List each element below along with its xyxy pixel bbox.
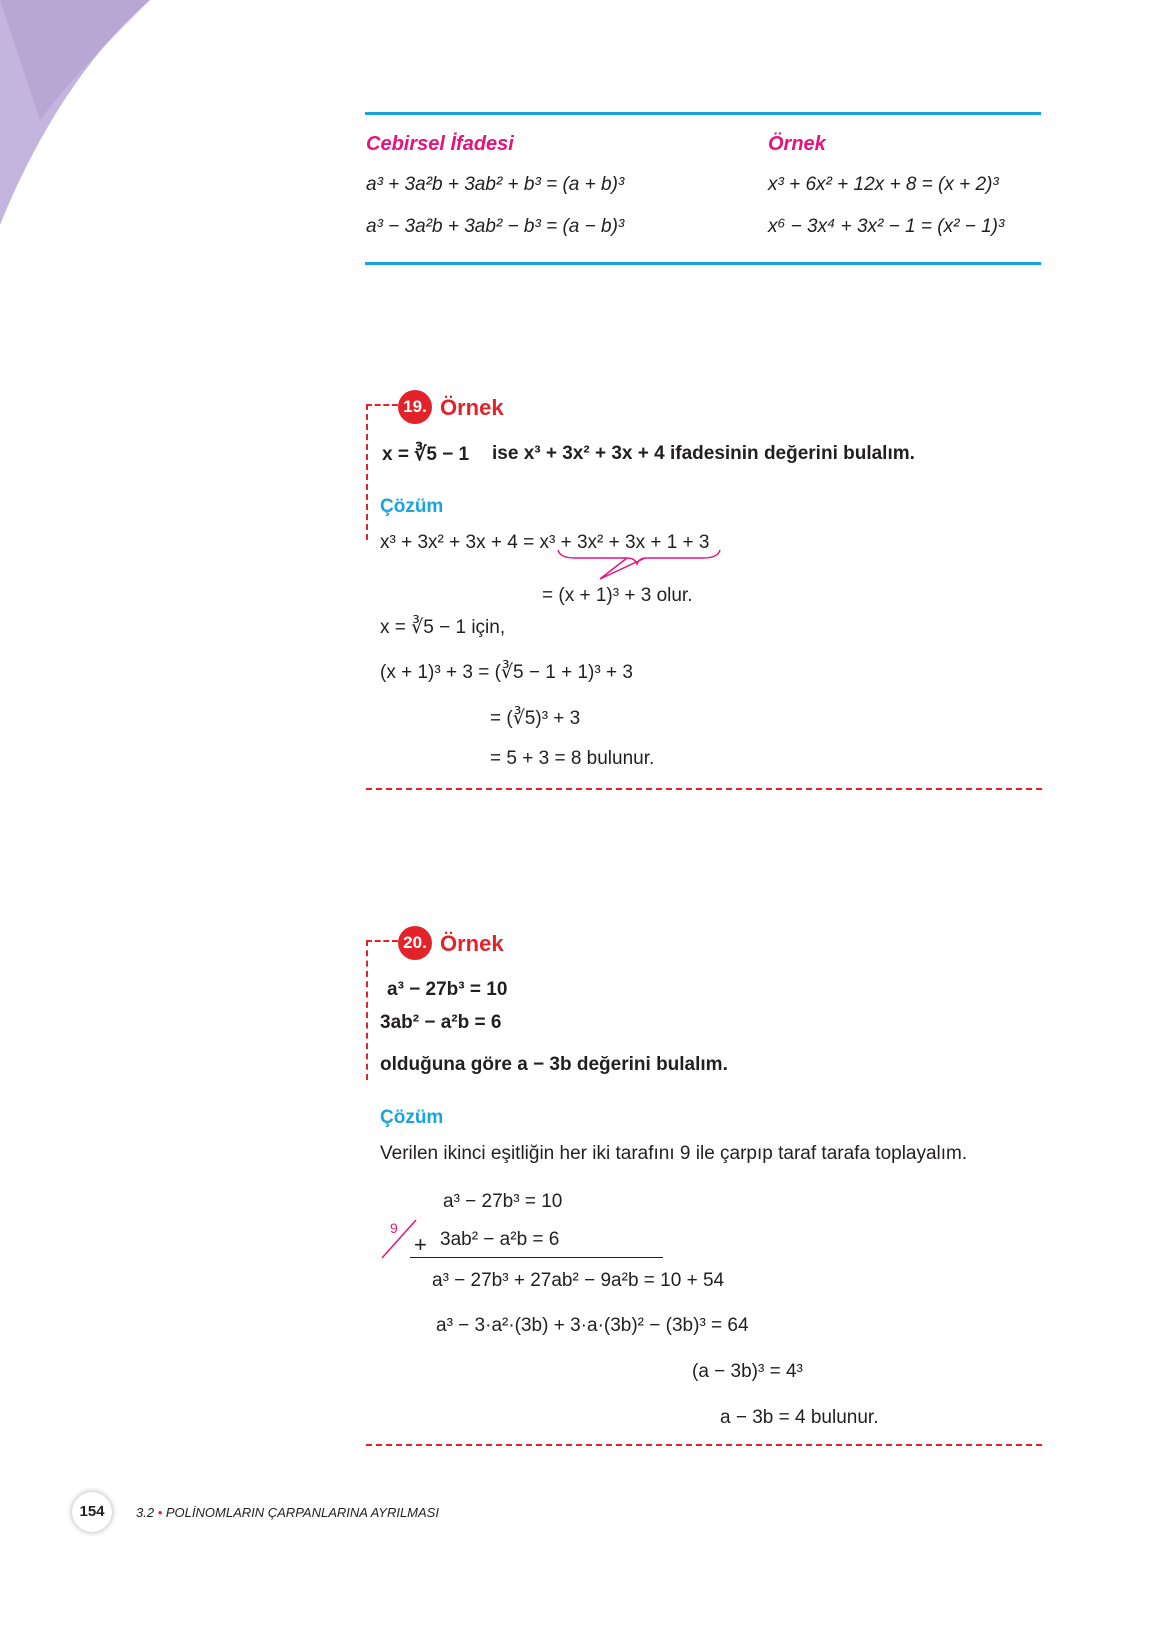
example-20-question: olduğuna göre a − 3b değerini bulalım. bbox=[380, 1054, 728, 1075]
footer-section-number: 3.2 bbox=[136, 1505, 155, 1520]
example-19-step-3: x = ∛5 − 1 için, bbox=[380, 617, 506, 638]
table-header-example: Örnek bbox=[768, 133, 826, 155]
page-number: 154 bbox=[72, 1492, 112, 1532]
example-19-bottom-rule bbox=[366, 788, 1042, 790]
table-top-rule bbox=[365, 112, 1041, 115]
addition-sign: + bbox=[414, 1232, 427, 1257]
example-19-question: ise x³ + 3x² + 3x + 4 ifadesinin değerini bulalım. bbox=[492, 443, 915, 464]
example-20-bottom-rule bbox=[366, 1444, 1042, 1446]
example-19-step-5: = (∛5)³ + 3 bbox=[490, 708, 581, 729]
multiplier-label: 9 bbox=[390, 1220, 398, 1236]
footer-section bbox=[136, 1505, 439, 1520]
example-cube-sum: x³ + 6x² + 12x + 8 = (x + 2)³ bbox=[768, 174, 999, 195]
example-19-solution-label: Çözüm bbox=[380, 496, 444, 517]
example-20-step-1: a³ − 3·a²·(3b) + 3·a·(3b)² − (3b)³ = 64 bbox=[436, 1315, 749, 1336]
table-bottom-rule bbox=[365, 262, 1041, 265]
example-20-frame-left bbox=[366, 940, 368, 1080]
example-20-intro: Verilen ikinci eşitliğin her iki tarafını 9 ile çarpıp taraf tarafa toplayalım. bbox=[380, 1143, 968, 1164]
example-20-sum-line-1: a³ − 27b³ = 10 bbox=[443, 1191, 563, 1212]
underbrace-annotation bbox=[555, 548, 725, 582]
example-19-step-6: = 5 + 3 = 8 bulunur. bbox=[490, 748, 655, 769]
sum-divider bbox=[410, 1257, 663, 1258]
example-19-step-1: x³ + 3x² + 3x + 4 = x³ + 3x² + 3x + 1 + 3 bbox=[380, 532, 710, 553]
footer-chapter-title: POLİNOMLARIN ÇARPANLARINA AYRILMASI bbox=[165, 1505, 439, 1520]
example-20-step-3: a − 3b = 4 bulunur. bbox=[720, 1407, 879, 1428]
formula-cube-sum: a³ + 3a²b + 3ab² + b³ = (a + b)³ bbox=[366, 174, 625, 195]
example-19-title: Örnek bbox=[440, 395, 504, 420]
example-20-equation-1: a³ − 27b³ = 10 bbox=[387, 979, 508, 1000]
footer-bullet: • bbox=[157, 1505, 163, 1520]
table-header-expression: Cebirsel İfadesi bbox=[366, 133, 514, 155]
example-20-sum-line-2: 3ab² − a²b = 6 bbox=[440, 1229, 560, 1250]
example-19-frame-top bbox=[366, 404, 398, 406]
example-cube-difference: x⁶ − 3x⁴ + 3x² − 1 = (x² − 1)³ bbox=[768, 216, 1005, 237]
example-20-sum-result: a³ − 27b³ + 27ab² − 9a²b = 10 + 54 bbox=[432, 1270, 725, 1291]
example-19-frame-left bbox=[366, 404, 368, 540]
example-20-frame-top bbox=[366, 940, 398, 942]
example-20-title: Örnek bbox=[440, 931, 504, 956]
example-20-solution-label: Çözüm bbox=[380, 1107, 444, 1128]
example-19-step-2: = (x + 1)³ + 3 olur. bbox=[542, 585, 693, 606]
example-20-badge: 20. bbox=[398, 926, 432, 960]
example-19-question-value: x = ∛5 − 1 bbox=[382, 444, 470, 465]
example-19-badge: 19. bbox=[398, 390, 432, 424]
example-19-step-4: (x + 1)³ + 3 = (∛5 − 1 + 1)³ + 3 bbox=[380, 662, 633, 683]
formula-cube-difference: a³ − 3a²b + 3ab² − b³ = (a − b)³ bbox=[366, 216, 625, 237]
example-20-step-2: (a − 3b)³ = 4³ bbox=[692, 1361, 803, 1382]
example-20-equation-2: 3ab² − a²b = 6 bbox=[380, 1012, 502, 1033]
